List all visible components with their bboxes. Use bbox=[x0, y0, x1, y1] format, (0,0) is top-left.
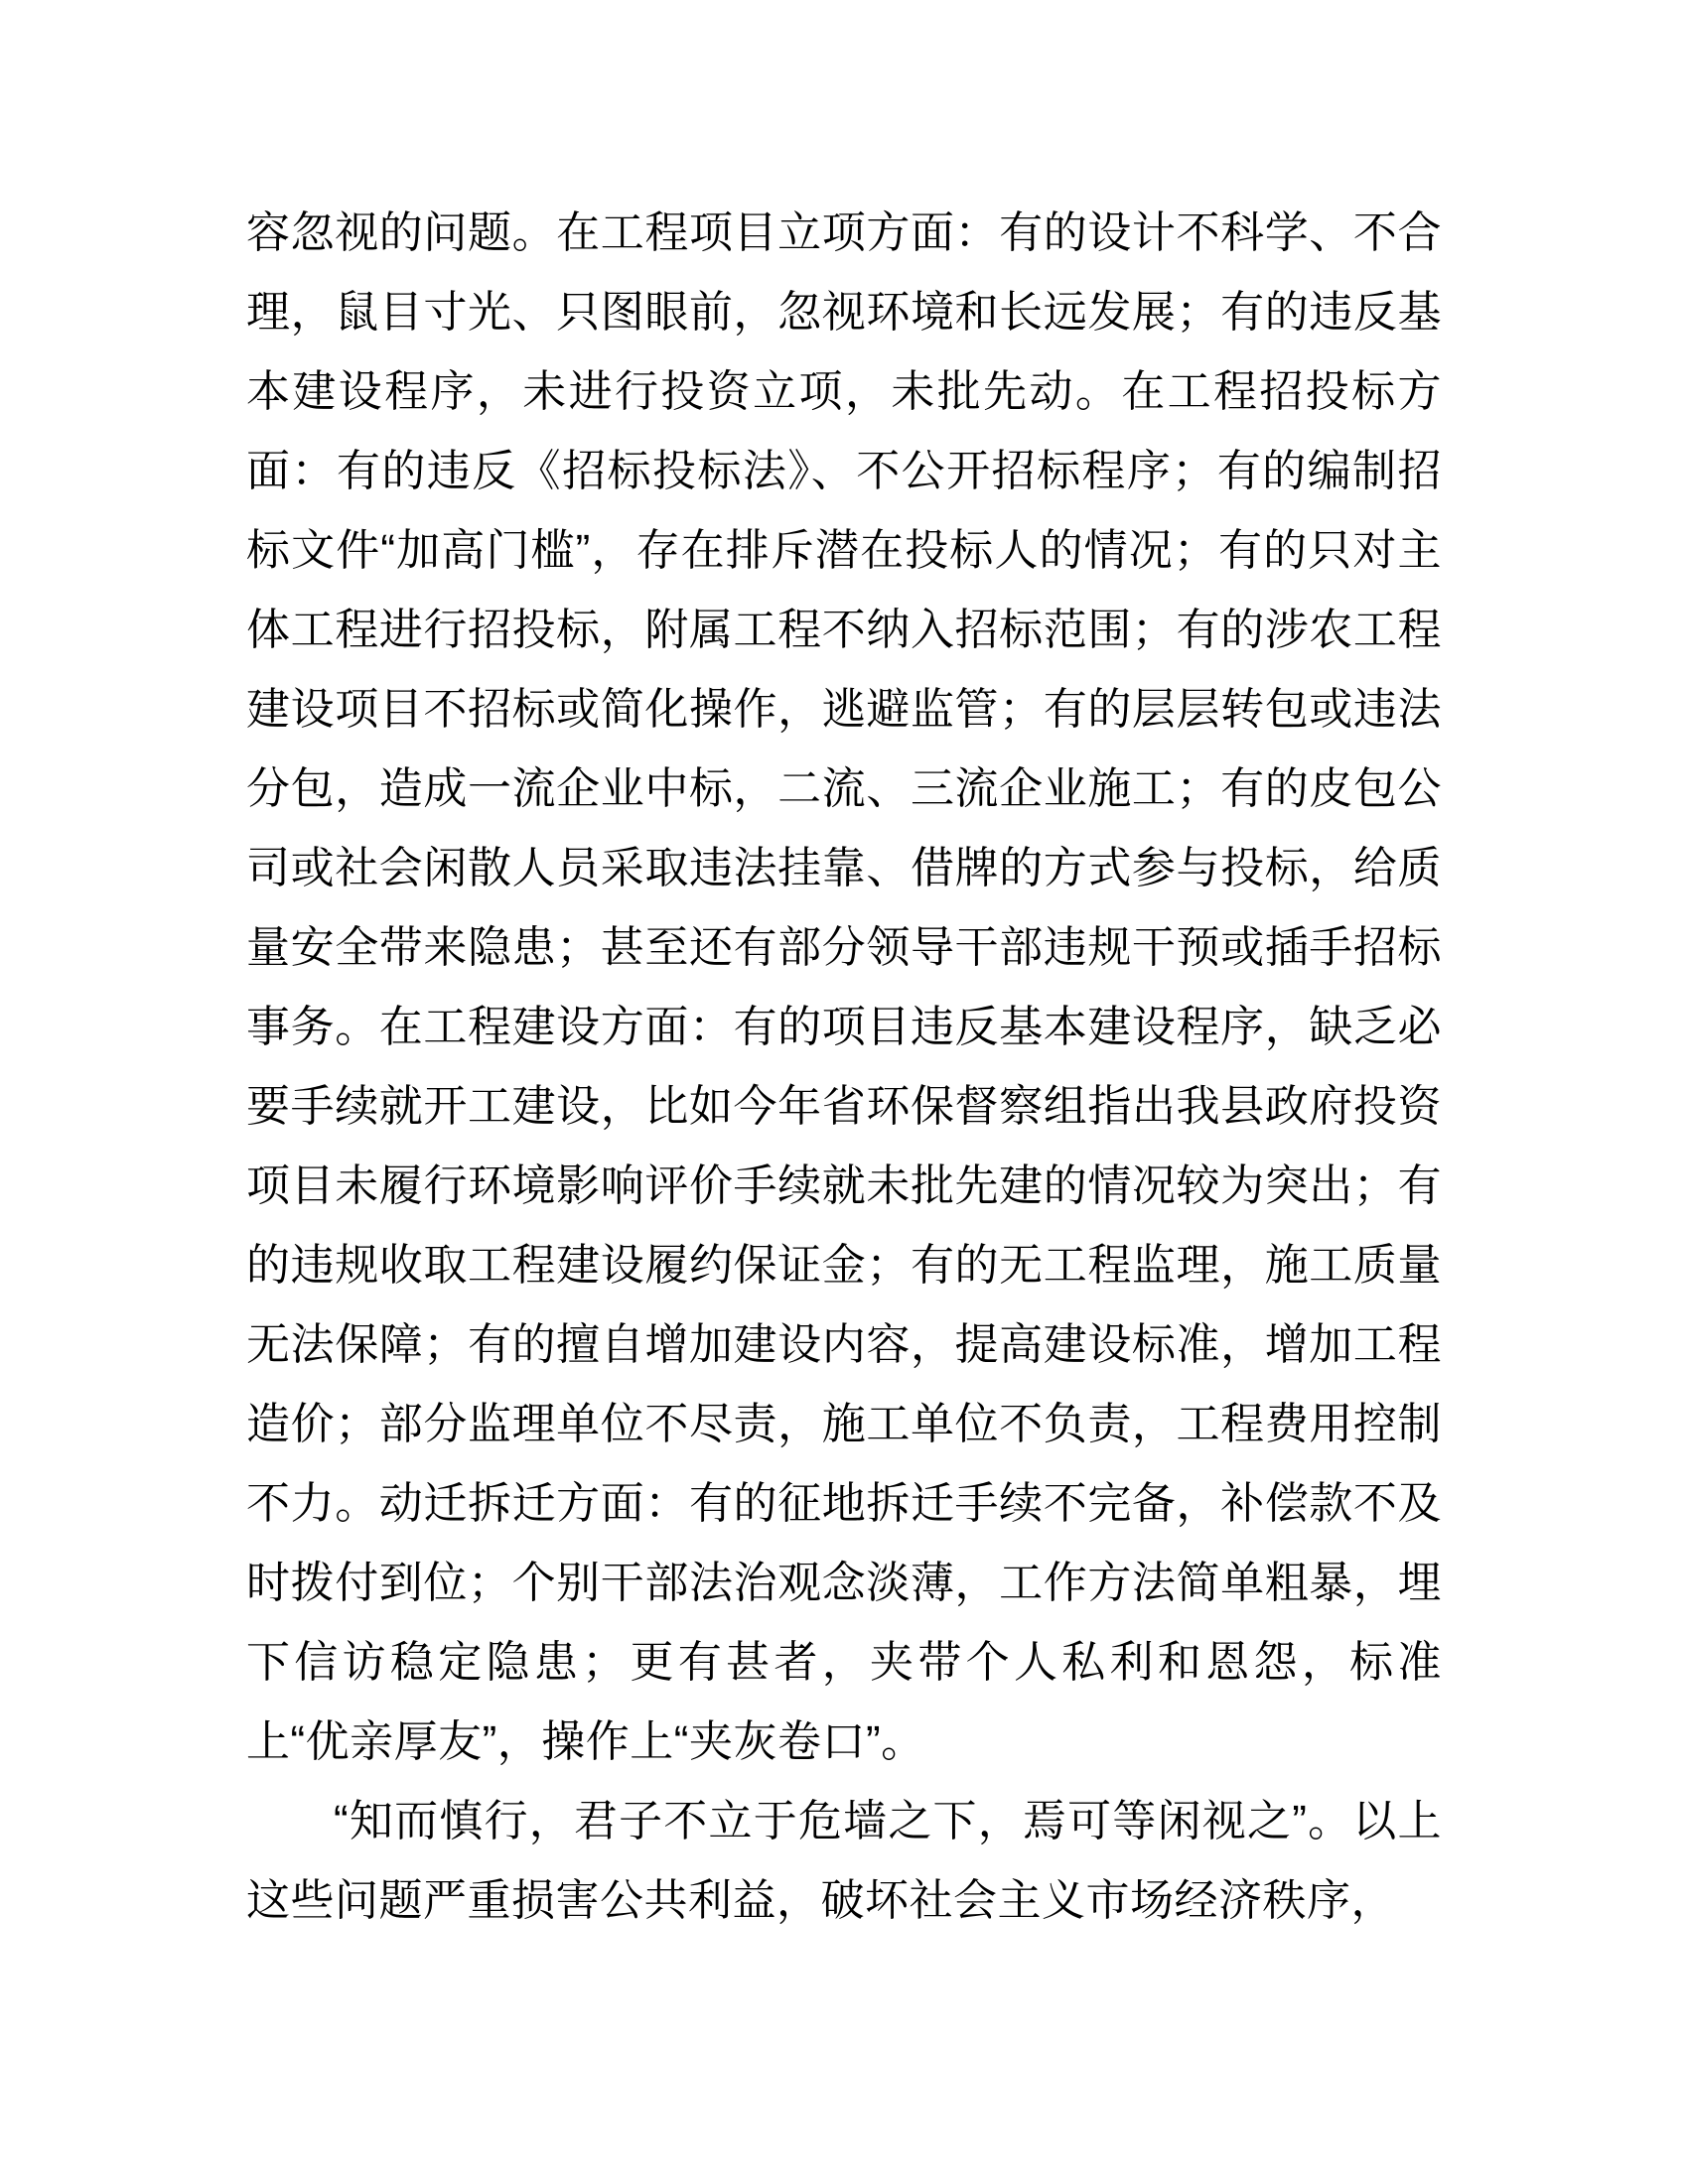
body-paragraph-1: 容忽视的问题。在工程项目立项方面：有的设计不科学、不合理，鼠目寸光、只图眼前，忽视环境和长远发展；有的违反基本建设程序，未进行投资立项，未批先动。在工程招投标方面：有的违反《招标投标法》、不公开招标程序；有的编制招标文件“加高门槛”，存在排斥潜在投标人的情况；有的只对主体工程进行招投标，附属工程不纳入招标范围；有的涉农工程建设项目不招标或简化操作，逃避监管；有的层层转包或违法分包，造成一流企业中标，二流、三流企业施工；有的皮包公司或社会闲散人员采取违法挂靠、借牌的方式参与投标，给质量安全带来隐患；甚至还有部分领导干部违规干预或插手招标事务。在工程建设方面：有的项目违反基本建设程序，缺乏必要手续就开工建设，比如今年省环保督察组指出我县政府投资项目未履行环境影响评价手续就未批先建的情况较为突出；有的违规收取工程建设履约保证金；有的无工程监理，施工质量无法保障；有的擅自增加建设内容，提高建设标准，增加工程造价；部分监理单位不尽责，施工单位不负责，工程费用控制不力。动迁拆迁方面：有的征地拆迁手续不完备，补偿款不及时拨付到位；个别干部法治观念淡薄，工作方法简单粗暴，埋下信访稳定隐患；更有甚者，夹带个人私利和恩怨，标准上“优亲厚友”，操作上“夹灰卷口”。 bbox=[246, 208, 1442, 1766]
body-paragraph-2: “知而慎行，君子不立于危墙之下，焉可等闲视之”。以上这些问题严重损害公共利益，破坏社会主义市场经济秩序， bbox=[246, 1797, 1442, 1925]
